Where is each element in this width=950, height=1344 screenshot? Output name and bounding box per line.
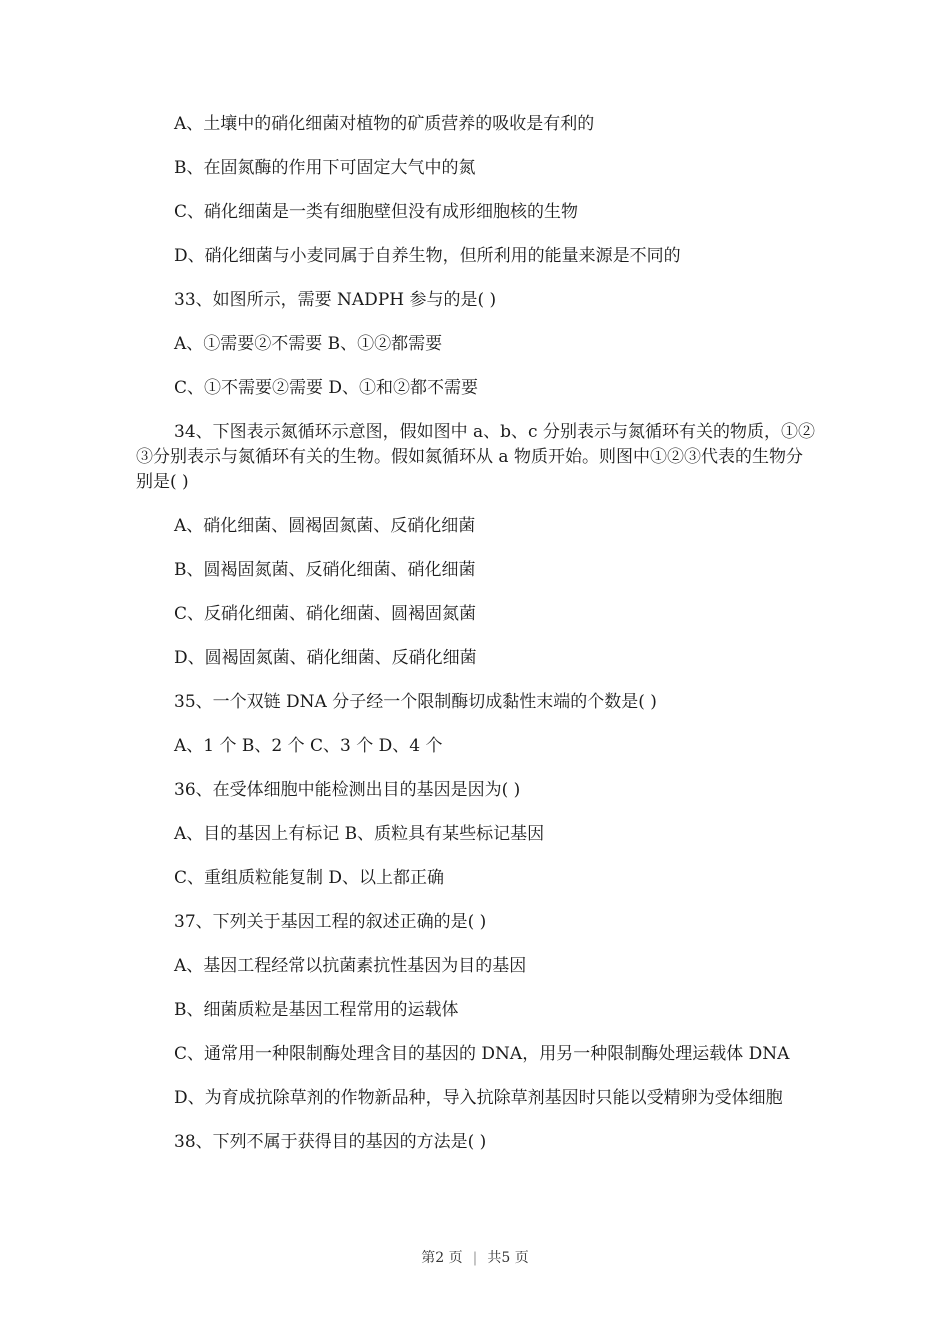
option-paragraph: A、土壤中的硝化细菌对植物的矿质营养的吸收是有利的 — [174, 114, 595, 134]
option-paragraph: C、①不需要②需要 D、①和②都不需要 — [174, 378, 479, 398]
option-paragraph: A、硝化细菌、圆褐固氮菌、反硝化细菌 — [174, 516, 476, 536]
question-36: 36、在受体细胞中能检测出目的基因是因为( ) — [174, 780, 521, 800]
option-paragraph: B、细菌质粒是基因工程常用的运载体 — [174, 1000, 459, 1020]
question-33: 33、如图所示，需要 NADPH 参与的是( ) — [174, 290, 497, 310]
option-paragraph: D、为育成抗除草剂的作物新品种，导入抗除草剂基因时只能以受精卵为受体细胞 — [174, 1088, 783, 1108]
option-paragraph: B、圆褐固氮菌、反硝化细菌、硝化细菌 — [174, 560, 476, 580]
page-total: 共5 页 — [487, 1250, 529, 1266]
question-35: 35、一个双链 DNA 分子经一个限制酶切成黏性末端的个数是( ) — [174, 692, 657, 712]
footer-separator: | — [472, 1250, 478, 1266]
option-paragraph: C、反硝化细菌、硝化细菌、圆褐固氮菌 — [174, 604, 477, 624]
option-paragraph: D、圆褐固氮菌、硝化细菌、反硝化细菌 — [174, 648, 477, 668]
option-paragraph: A、1 个 B、2 个 C、3 个 D、4 个 — [174, 736, 443, 756]
option-paragraph: A、基因工程经常以抗菌素抗性基因为目的基因 — [174, 956, 527, 976]
option-paragraph: A、①需要②不需要 B、①②都需要 — [174, 334, 443, 354]
option-paragraph: C、重组质粒能复制 D、以上都正确 — [174, 868, 445, 888]
option-paragraph: C、通常用一种限制酶处理含目的基因的 DNA，用另一种限制酶处理运载体 DNA — [174, 1044, 790, 1064]
document-body — [136, 112, 816, 1174]
page-footer — [0, 1247, 950, 1267]
option-paragraph: B、在固氮酶的作用下可固定大气中的氮 — [174, 158, 476, 178]
question-34: 34、下图表示氮循环示意图，假如图中 a、b、c 分别表示与氮循环有关的物质，①②③分别表示与氮循环有关的生物。假如氮循环从 a 物质开始。则图中①②③代表的生物分别是( ) — [136, 422, 815, 492]
page-number: 第2 页 — [421, 1250, 463, 1266]
option-paragraph: C、硝化细菌是一类有细胞壁但没有成形细胞核的生物 — [174, 202, 579, 222]
question-38: 38、下列不属于获得目的基因的方法是( ) — [174, 1132, 487, 1152]
question-37: 37、下列关于基因工程的叙述正确的是( ) — [174, 912, 487, 932]
option-paragraph: A、目的基因上有标记 B、质粒具有某些标记基因 — [174, 824, 545, 844]
option-paragraph: D、硝化细菌与小麦同属于自养生物，但所利用的能量来源是不同的 — [174, 246, 681, 266]
